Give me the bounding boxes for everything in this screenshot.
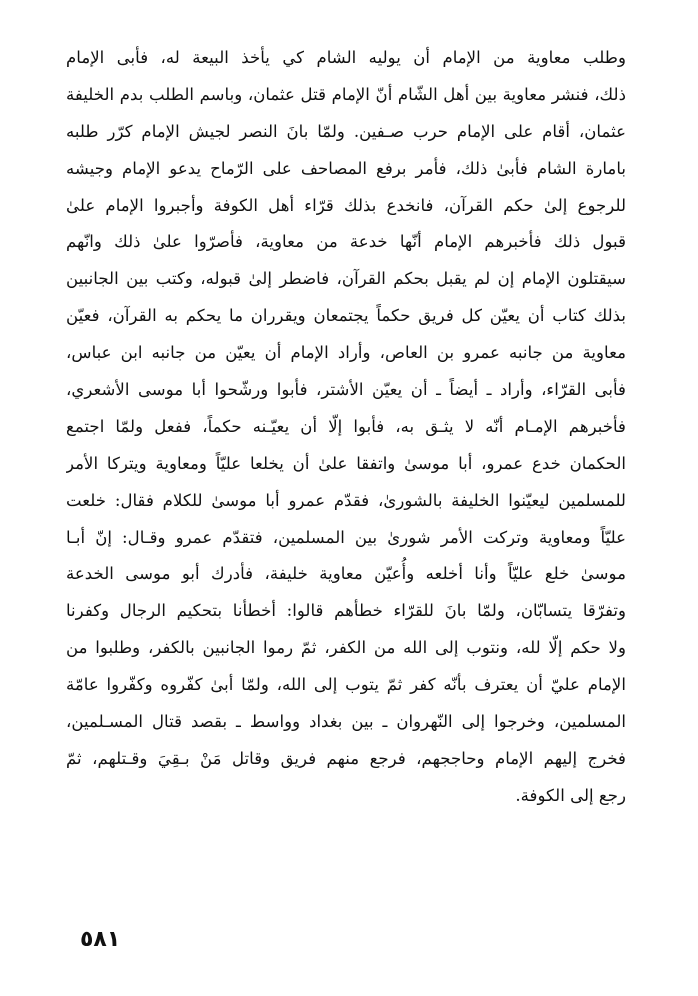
text-line-11: فأخبرهم الإمـام أنّه لا يثـق به، فأبوا إلّا أن يعيّـنه حكماً، ففعل ولمّا اجتمع bbox=[66, 416, 626, 436]
text-line-14: عليّاً ومعاوية وتركت الأمر شورىٰ بين المسلمين، فتقدّم عمرو وقـال: إنّ أبـا bbox=[66, 527, 626, 547]
text-line-19: المسلمين، وخرجوا إلى النّهروان ـ بين بغداد وواسط ـ بقصد قتال المسـلمين، bbox=[66, 712, 626, 732]
text-line-16: وتفرّقا يتسابّان، ولمّا بانَ للقرّاء خطأهم قالوا: أخطأنا بتحكيم الرجال وكفرنا bbox=[66, 601, 626, 621]
text-line-7: سيقتلون الإمام إن لم يقبل بحكم القرآن، فاضطر إلىٰ قبوله، وكتب بين الجانبين bbox=[66, 269, 626, 289]
text-line-3: عثمان، أقام على الإمام حرب صـفين. ولمّا بانَ النصر لجيش الإمام كرّر طلبه bbox=[66, 121, 626, 141]
page-number: ٥٨١ bbox=[80, 927, 121, 952]
text-line-6: قبول ذلك فأخبرهم الإمام أنّها خدعة من معاوية، فأصرّوا علىٰ ذلك وانّهم bbox=[66, 232, 626, 252]
text-line-1: وطلب معاوية من الإمام أن يوليه الشام كي يأخذ البيعة له، فأبى الإمام bbox=[66, 48, 626, 67]
text-line-2: ذلك، فنشر معاوية بين أهل الشّام أنّ الإمام قتل عثمان، وباسم الطلب بدم الخليفة bbox=[66, 84, 626, 104]
text-line-20: فخرج إليهم الإمام وحاججهم، فرجع منهم فريق وقاتل مَنْ بـقِيَ وقـتلهم، ثمّ bbox=[66, 748, 626, 768]
text-line-5: للرجوع إلىٰ حكم القرآن، فانخدع بذلك قرّاء أهل الكوفة وأجبروا الإمام علىٰ bbox=[66, 195, 626, 215]
text-line-13: للمسلمين ليعيّنوا الخليفة بالشورىٰ، فقدّم عمرو أبا موسىٰ للكلام فقال: خلعت bbox=[66, 490, 626, 510]
text-line-15: موسىٰ خلع عليّاً وأنا أخلعه وأُعيّن معاوية خليفة، فأدرك أبو موسى الخدعة bbox=[66, 564, 626, 584]
text-line-9: معاوية من جانبه عمرو بن العاص، وأراد الإمام أن يعيّن من جانبه ابن عباس، bbox=[66, 343, 626, 363]
text-line-21: رجع إلى الكوفة. bbox=[515, 785, 626, 805]
body-text bbox=[66, 40, 626, 815]
text-line-8: بذلك كتاب أن يعيّن كل فريق حكماً يجتمعان ويقرران ما يحكم به القرآن، فعيّن bbox=[66, 306, 626, 326]
text-line-12: الحكمان خدع عمرو، أبا موسىٰ واتفقا علىٰ أن يخلعا عليّاً ومعاوية ويتركا الأمر bbox=[66, 453, 626, 473]
text-line-17: ولا حكم إلّا لله، ونتوب إلى الله من الكفر، ثمّ رموا الجانبين بالكفر، وطلبوا من bbox=[66, 638, 626, 658]
text-line-18: الإمام عليّ أن يعترف بأنّه كفر ثمّ يتوب إلى الله، ولمّا أبىٰ كفّروه وكفّروا عامّة bbox=[66, 675, 626, 695]
text-line-10: فأبى القرّاء، وأراد ـ أيضاً ـ أن يعيّن الأشتر، فأبوا ورشّحوا أبا موسى الأشعري، bbox=[66, 380, 626, 400]
text-line-4: بامارة الشام فأبىٰ ذلك، فأمر برفع المصاحف على الرّماح يدعو الإمام وجيشه bbox=[66, 158, 626, 178]
